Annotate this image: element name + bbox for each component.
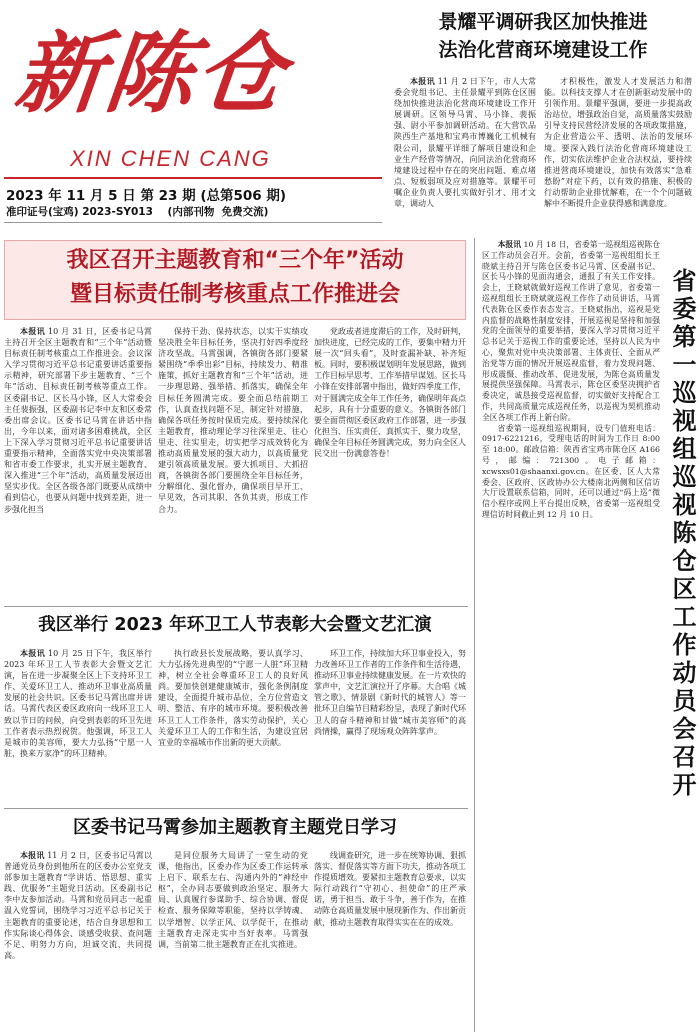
lead-story-col-2: 才积极性，激发人才发展活力和潜能。以科技支撑人才在创新驱动发展中的引领作用。景耀平强调，要进一步提高政治站位，增强政治自觉，高质量落实鼓励引导支持民营经济发展的各项政策措施，为企业营造公平、透明、法治的发展环境。要深入践行法治化营商环境建设工作，切实依法维护企业合法权益，要持续推进营商环境建设，加快有效落实“急难愁盼”对症下药，以有效的措施、积极的行动帮助企业排忧解难，在一个个问题破解中不断提升企业获得感和满意度。 bbox=[544, 77, 692, 209]
story1-col-1: 本报讯 10 月 31 日，区委书记马霄主持召开全区主题教育和“三个年”活动暨目标责任制考核重点工作推进会。会议深入学习贯彻习近平总书记重要讲话重要指示精神，研究部署下步主题教育、“三个年”活动、目标责任制考核等重点工作。区委副书记、区长马小锋，区人大常委会主任裴振强，区委副书记李中友和区委常委出席会议。区委书记马霄在讲话中指出，今年以来，面对诸多困难挑战，全区上下深入学习贯彻习近平总书记重要讲话重要指示精神，全面落实党中央决策部署和省市委工作要求，扎实开展主题教育、深入推进“三个年”活动，高质量发展迈出坚实步伐。全区各级各部门既要从成绩中看到信心，也要从问题中找到差距，进一步强化担当 bbox=[4, 327, 152, 514]
masthead-title: 新陈仓 bbox=[10, 21, 292, 125]
story3-headline: 区委书记马霄参加主题教育主题党日学习 bbox=[73, 817, 397, 838]
story4-body: 本报讯 10 月 18 日，省委第一巡视组巡视陈仓区工作动员会召开。会前，省委第一巡视组组长王晓斌主持召开与陈仓区委书记马霄、区委副书记、区长马小锋的见面沟通会，通报了有关工作安排。会上，王晓斌就做好巡视工作讲了意见，省委第一巡视组组长王晓斌就巡视工作作了动员讲话，马霄代表陈仓区委作表态发言。王晓斌指出，巡视是党内监督的战略性制度安排，开展巡视是坚持和加强党的全面领导的重要举措，要深入学习贯彻习近平总书记关于巡视工作的重要论述，坚持以人民为中心，聚焦对党中央决策部署、主体责任、全面从严治党等方面的情况开展巡视监督，着力发现问题、形成震慑、推动改革、促进发展，为陈仓高质量发展提供坚强保障。马霄表示，陈仓区委坚决拥护省委决定，诚恳接受巡视监督，切实做好支持配合工作，共同高质量完成巡视任务，以巡视为契机推动全区各项工作再上新台阶。 省委第一巡视组巡视期间，设专门值班电话：0917-6221216，受理电话的时间为工作日 8:00 至 18:00。邮政信箱：陕西省宝鸡市陈仓区 A166 号，邮编：721300。电子邮箱：xcwsxs01@shaanxi.gov.cn。在区委、区人大常委会、区政府、区政协办公大楼南北两侧和区信访大厅设置联系信箱，同时，还可以通过“码上巡”微信小程序或网上平台提出反映，省委第一巡视组受理信访时间截止到 12 月 10 日。 bbox=[482, 240, 660, 519]
story1-headline-1: 我区召开主题教育和“三个年”活动 bbox=[66, 248, 404, 273]
story-meeting bbox=[0, 236, 472, 614]
masthead-rule bbox=[4, 177, 382, 179]
story2-col-3: 环卫工作，持续加大环卫事业投入，努力改善环卫工作者的工作条件和生活待遇，推动环卫事业持续健康发展。在一片欢快的掌声中，文艺汇演拉开了序幕。大合唱《城管之歌》、情景剧《新时代的城管人》等一批环卫自编节目精彩纷呈，表现了新时代环卫人的奋斗精神和甘做“城市美容师”的高尚情操，赢得了现场观众阵阵掌声。 bbox=[314, 649, 466, 736]
story3-col-3: 线调查研究，进一步在统筹协调、狠抓落实、督促落实等方面下功夫，推动各项工作提质增效。要紧扣主题教育总要求，以实际行动践行“守初心、担使命”的庄严承诺，勇于担当、敢于斗争，善于作为，在推动陈仓高质量发展中展现新作为、作出新贡献，推动主题教育取得实实在在的成效。 bbox=[314, 851, 466, 927]
story3-col-1: 本报讯 11 月 2 日，区委书记马霄以普通党员身份到他所在的区委办公室党支部参加主题教育“学讲话、悟思想、重实践、优服务”主题党日活动。区委副书记李中友参加活动。马霄和党员同志一起重温入党誓词，围绕学习习近平总书记关于主题教育的重要论述，结合自身思想和工作实际谈心得体会、谈感受收获、查问题不足、明努力方向，坦诚交流、共同提高。 bbox=[4, 851, 152, 960]
lead-story bbox=[390, 0, 700, 236]
story-inspection bbox=[478, 238, 700, 1036]
permit-line: 准印证号(宝鸡) 2023-SY013 (内部刊物 免费交流) bbox=[6, 206, 269, 218]
story2-headline: 我区举行 2023 年环卫工人节表彰大会暨文艺汇演 bbox=[38, 615, 432, 635]
story1-col-2: 保持干劲、保持状态，以实干实绩攻坚决胜全年目标任务，坚决打好四季度经济攻坚战。马霄强调，各镇街各部门要紧紧围绕“季季出彩”目标，持续发力、精准施策，抓好主题教育和“三个年”活动，进一步理思路、强举措、抓落实，确保全年目标任务圆满完成。要全面总结前期工作，认真查找问题不足，制定针对措施，确保各项任务按时保质完成。要持续深化主题教育，推动理论学习往深里走、往心里走、往实里走，切实把学习成效转化为推动高质量发展的强大动力，以高质量党建引领高质量发展。要大抓项目、大抓招商，各镇街各部门要围绕全年目标任务，分解细化、强化督办，确保项目早开工、早见效，各司其职、各负其责，形成工作合力。 bbox=[158, 327, 308, 514]
story3-col-2: 是同位服务大局讲了一堂生动的党课，他指出，区委办作为区委工作运转承上启下、联系左右、沟通内外的“神经中枢”，全办同志要做到政治坚定、服务大局、认真履行参谋助手、综合协调、督促检查、服务保障等职能，坚持以学铸魂、以学增智、以学正风、以学促干，在推动主题教育走深走实中当好表率。马霄强调，当前第二批主题教育正在扎实推进。 bbox=[158, 851, 308, 949]
date-line: 2023 年 11 月 5 日 第 23 期 (总第506 期) bbox=[6, 188, 287, 204]
masthead bbox=[0, 0, 385, 236]
story-party-day bbox=[0, 810, 472, 1036]
story2-col-1: 本报讯 10 月 25 日下午，我区举行 2023 年环卫工人节表彰大会暨文艺汇演，旨在进一步凝聚全区上下支持环卫工作、关爱环卫工人、推动环卫事业高质量发展的社会共识。区委书记马霄出席并讲话。马霄代表区委区政府向一线环卫工人致以节日的问候，向受到表彰的环卫先进工作者表示热烈祝贺。他强调，环卫工人是城市的美容师，要大力弘扬“宁愿一人脏，换来万家净”的环卫精神。 bbox=[4, 649, 152, 758]
story-sanitation bbox=[0, 608, 472, 804]
lead-headline-2: 法治化营商环境建设工作 bbox=[438, 39, 648, 61]
story4-headline: 省委第一巡视组巡视陈仓区工作动员会召开 bbox=[668, 268, 696, 800]
lead-story-col-1: 本报讯 11 月 2 日下午，市人大常委会党组书记、主任景耀平到陈仓区围绕加快推进法治化营商环境建设工作开展调研。区领导马霄、马小锋、裴振强、尉小平参加调研活动。在大营饮品陕西生产基地和宝鸡市博巍化工机械有限公司，景耀平详细了解项目建设和企业生产经营等情况，向同法治化营商环境建设过程中存在的突出问题、难点堵点、短板弱项及应对措施等。景耀平可嘱企业负责人要扎实做好引才、用才文章，调动人 bbox=[394, 77, 536, 209]
story2-col-2: 执行政县长发展战略，要认真学习、大力弘扬先进典型的“宁愿一人脏”环卫精神，树立全社会尊重环卫工人的良好风尚。要加快创建健康城市，强化条例制度建设，全面提升城市品位，全方位营造文明、整洁、有序的城市环境。要积极改善环卫工人工作条件，落实劳动保护，关心关爱环卫工人的工作和生活，为建设宜居宜业的幸福城市作出新的更大贡献。 bbox=[158, 649, 308, 747]
masthead-pinyin: XIN CHEN CANG bbox=[70, 146, 271, 171]
story1-headline-2: 暨目标责任制考核重点工作推进会 bbox=[69, 282, 400, 307]
lead-headline-1: 景耀平调研我区加快推进 bbox=[438, 11, 648, 33]
story1-col-3: 党政或者进度滞后的工作，及时研判，加快进度，已经完成的工作，要集中精力开展一次“回头看”，及时查漏补缺、补齐短板。同时，要积极谋划明年发展思路，做到工作目标早思考、工作举措早谋划。区长马小锋在安排部署中指出，做好四季度工作，对于圆满完成全年工作任务，确保明年高点起步，具有十分重要的意义。各镇街各部门要全面贯彻区委区政府工作部署，进一步强化担当、压实责任、真抓实干、聚力攻坚，确保全年目标任务圆满完成，努力向全区人民交出一份满意答卷！ bbox=[314, 327, 466, 459]
